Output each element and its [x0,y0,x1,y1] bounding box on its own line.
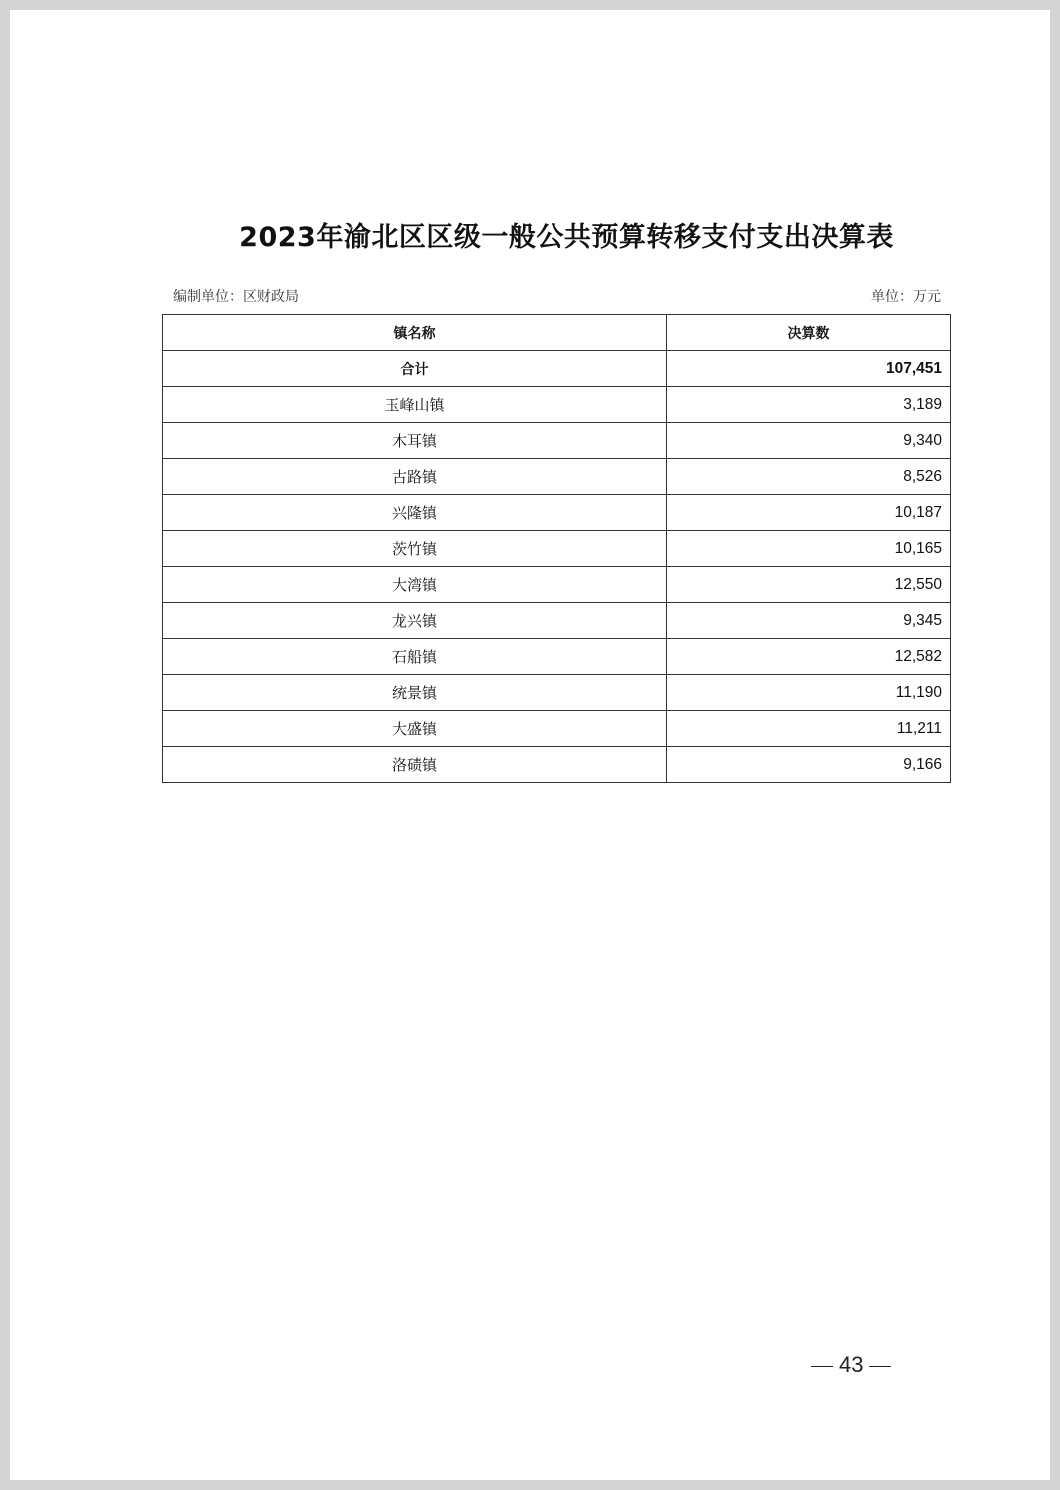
table-row [163,675,951,711]
town-name: 玉峰山镇 [163,387,667,423]
town-amount: 9,166 [667,747,951,783]
town-name: 古路镇 [163,459,667,495]
town-name: 大盛镇 [163,711,667,747]
unit-label: 单位：万元 [871,289,941,305]
total-row [163,351,951,387]
table-row [163,531,951,567]
town-amount: 10,165 [667,531,951,567]
page-number-text: 43 [839,1352,864,1377]
table-row [163,459,951,495]
column-header-town: 镇名称 [163,315,667,351]
dash-right-divider [869,1366,891,1367]
total-label: 合计 [163,351,667,387]
town-amount: 9,340 [667,423,951,459]
table-row [163,747,951,783]
town-name: 统景镇 [163,675,667,711]
document-page [10,10,1050,1480]
town-amount: 3,189 [667,387,951,423]
table-row [163,711,951,747]
town-amount: 9,345 [667,603,951,639]
dash-left-divider [811,1366,833,1367]
table-row [163,639,951,675]
town-name: 龙兴镇 [163,603,667,639]
table-header-row [163,315,951,351]
town-amount: 10,187 [667,495,951,531]
town-amount: 8,526 [667,459,951,495]
town-name: 兴隆镇 [163,495,667,531]
table-row [163,423,951,459]
town-amount: 11,190 [667,675,951,711]
table-row [163,495,951,531]
page-number [811,1352,891,1378]
town-amount: 12,582 [667,639,951,675]
total-value: 107,451 [667,351,951,387]
table-row [163,603,951,639]
table-row [163,387,951,423]
table-row [163,567,951,603]
document-title: 2023年渝北区区级一般公共预算转移支付支出决算表 [239,222,894,253]
town-name: 木耳镇 [163,423,667,459]
column-header-amount: 决算数 [667,315,951,351]
town-name: 石船镇 [163,639,667,675]
budget-table [162,314,951,783]
town-name: 茨竹镇 [163,531,667,567]
town-name: 大湾镇 [163,567,667,603]
compiler-label: 编制单位：区财政局 [173,289,299,305]
town-amount: 12,550 [667,567,951,603]
town-amount: 11,211 [667,711,951,747]
town-name: 洛碛镇 [163,747,667,783]
